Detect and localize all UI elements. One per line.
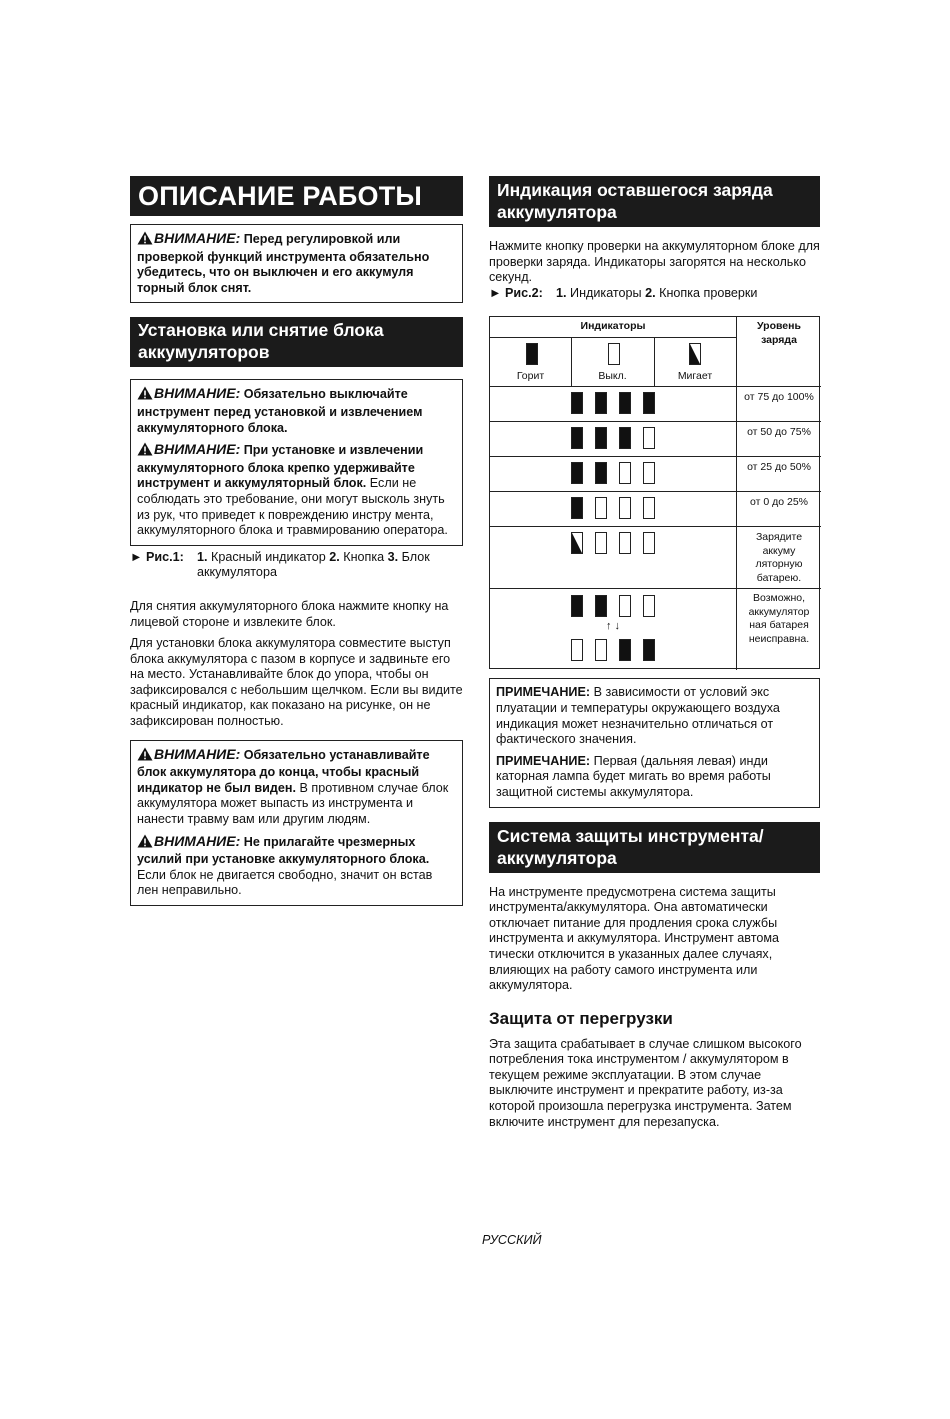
indicator-on [595,595,607,617]
legend-label-off: Выкл. [598,370,627,383]
indicator-on [619,639,631,661]
indicator-on [595,427,607,449]
warning-triangle-icon [137,231,153,250]
figure-item-number: 2. [329,549,340,564]
note-label: ПРИМЕЧАНИЕ: [496,753,591,768]
warning-label: ВНИМАНИЕ: [154,441,241,458]
warning-text: Если блок не двигается свободно, значит он встав лен неправильно. [137,867,433,898]
figure-item-number: 3. [387,549,399,564]
level-recharge: Зарядите аккуму ляторную батарею. [755,531,803,584]
warning-label: ВНИМАНИЕ: [154,230,241,246]
figure-label: ► Рис.2: [489,285,543,300]
indicator-on [571,392,583,414]
figure-item-text: Красный индикатор [211,549,326,564]
legend-label-blink: Мигает [677,370,713,383]
warning-text: Если не соблюдать это требование, они могут высколь знуть из рук, что приведет к повреждению инстру мента, аккумуляторного блока и травмированию оператора. [137,476,448,538]
paragraph-protection-system: На инструменте предусмотрена система защиты инструмента/аккумулятора. Она автоматически отключает питание для продления срока службы инструмента и аккумулятора. Инструмент автома тически отключится в указанных далее случаях, влияющих на работу самого инструмента или аккумулятора. [489,884,779,993]
section-title-battery-install: Установка или снятие блока аккумуляторов [130,317,463,367]
indicator-on [643,639,655,661]
subheading-overload: Защита от перегрузки [489,1008,673,1028]
warning-box-3 [130,740,463,906]
figure-label: ► Рис.1: [130,549,184,564]
header-charge-level: Уровень заряда [757,320,801,346]
indicator-on [643,392,655,414]
indicator-off [619,595,631,617]
note-text: Первая (дальняя левая) инди каторная лампа будет мигать во время работы защитной системы аккумулятора. [496,753,771,799]
indicator-on [619,392,631,414]
paragraph-check-charge: Нажмите кнопку проверки на аккумуляторном блоке для проверки заряда. Индикаторы загорятся на несколько секунд. [489,239,820,285]
indicator-off [643,595,655,617]
indicator-on [571,462,583,484]
figure-item-number: 1. [556,285,567,300]
indicator-on [595,462,607,484]
indicator-off [643,462,655,484]
left-column [130,176,463,906]
figure-item-text: Индикаторы [570,285,642,300]
warning-text: В противном случае блок аккумулятора может выпасть из инструмента и нанести травму вам или другим людям. [137,780,449,827]
table-divider [490,456,821,457]
figure-item-number: 1. [197,549,208,564]
warning-label: ВНИМАНИЕ: [154,385,241,402]
warning-triangle-icon [137,386,153,405]
warning-text: Перед регулировкой или проверкой функций инструмента обязательно убедитесь, что он выключен и его аккумуля торный блок снят. [137,232,430,295]
figure-item-number: 2. [645,285,656,300]
section-title-charge-indication: Индикация оставшегося заряда аккумулятора [489,176,820,227]
charge-indicator-table [489,316,820,669]
level-75-100: от 75 до 100% [744,391,814,404]
indicator-off [619,462,631,484]
level-malfunction: Возможно, аккумулятор ная батарея неисправна. [748,592,810,645]
paragraph-remove: Для снятия аккумуляторного блока нажмите кнопку на лицевой стороне и извлеките блок. [130,598,449,629]
table-divider [490,588,821,589]
warning-label: ВНИМАНИЕ: [154,832,241,849]
warning-box-2 [130,379,463,545]
level-50-75: от 50 до 75% [747,426,811,439]
indicator-on [595,392,607,414]
figure-item-text: Кнопка проверки [659,285,758,300]
note-label: ПРИМЕЧАНИЕ: [496,685,591,700]
alternating-arrows-icon: ↑ ↓ [605,620,621,633]
level-25-50: от 25 до 50% [747,461,811,474]
note-box [489,678,820,807]
figure-2-caption [489,286,820,302]
section-title-protection-system: Система защиты инструмента/ аккумулятора [489,822,820,873]
main-title: ОПИСАНИЕ РАБОТЫ [130,176,463,216]
warning-triangle-icon [137,747,153,766]
footer-language: РУССКИЙ [482,1233,542,1247]
paragraph-overload: Эта защита срабатывает в случае слишком высокого потребления тока инструментом / аккумулятором в текущем режиме эксплуатации. В этом случае выключите инструмент и прекратите работу, из-за которой произошла перегрузка инструмента. Затем включите инструмент для перезапуска. [489,1036,802,1129]
table-divider [490,491,821,492]
table-divider [490,421,821,422]
figure-item-text: Блок аккумулятора [197,549,430,580]
indicator-off [571,639,583,661]
indicator-on [571,497,583,519]
legend-indicator-on [526,343,538,365]
warning-bold-text: При установке и извлечении аккумуляторного блока крепко удерживайте инструмент и аккумуляторный блок. [137,443,424,491]
table-divider [490,386,821,387]
table-divider [736,317,737,670]
table-divider [490,337,736,338]
warning-triangle-icon [137,442,153,461]
indicator-off [643,497,655,519]
header-indicators: Индикаторы [580,320,646,333]
warning-text: Обязательно выключайте инструмент перед установкой и извлечением аккумуляторного блока. [137,387,423,435]
figure-1-caption [130,550,463,581]
legend-label-on: Горит [516,370,545,383]
indicator-off [643,532,655,554]
legend-indicator-blink [689,343,701,365]
warning-label: ВНИМАНИЕ: [154,745,241,762]
warning-bold-text: Не прилагайте чрезмерных усилий при установке аккумуляторного блока. [137,834,430,867]
paragraph-install: Для установки блока аккумулятора совместите выступ блока аккумулятора с пазом в корпусе и задвиньте его на место. Устанавливайте блок до упора, чтобы он зафиксировался с небольшим щелчком. Если вы видите красный индикатор, как показано на рисунке, он не зафиксирован полностью. [130,636,463,729]
warning-box-1 [130,224,463,303]
figure-item-text: Кнопка [343,549,385,564]
legend-indicator-off [608,343,620,365]
note-text: В зависимости от условий экс плуатации и температуры окружающего воздуха индикация может незначительно отличаться от фактического значения. [496,685,780,747]
indicator-on [571,595,583,617]
indicator-blink [571,532,583,554]
indicator-off [595,497,607,519]
indicator-off [643,427,655,449]
indicator-on [571,427,583,449]
warning-triangle-icon [137,834,153,853]
indicator-off [619,532,631,554]
indicator-off [619,497,631,519]
right-column [489,176,820,1130]
indicator-off [595,639,607,661]
warning-bold-text: Обязательно устанавливайте блок аккумулятора до конца, чтобы красный индикатор не был виден. [137,747,430,795]
table-divider [490,526,821,527]
indicator-off [595,532,607,554]
level-0-25: от 0 до 25% [750,496,808,509]
indicator-on [619,427,631,449]
